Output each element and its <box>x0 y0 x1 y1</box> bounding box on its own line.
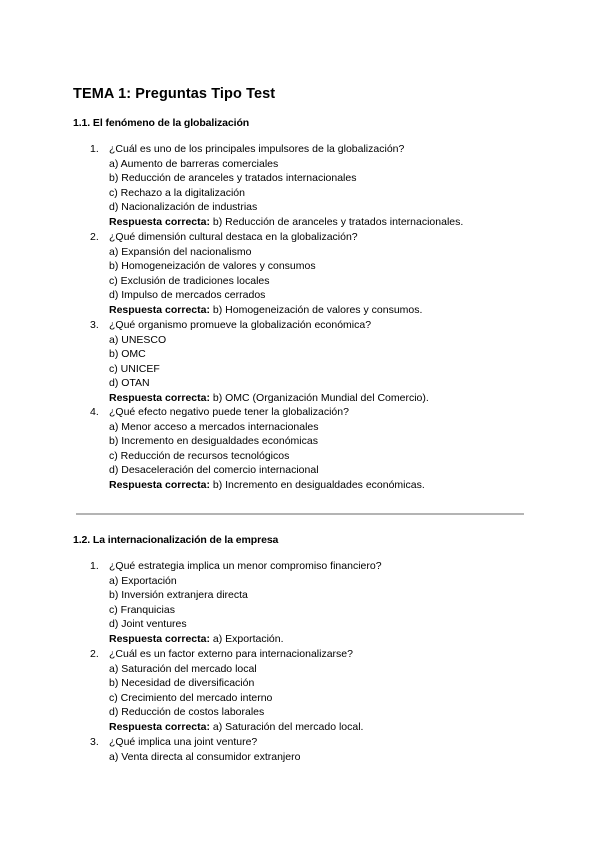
option: d) Joint ventures <box>109 618 187 631</box>
page-title: TEMA 1: Preguntas Tipo Test <box>73 86 276 102</box>
option: a) Venta directa al consumidor extranjero <box>109 750 301 763</box>
question-number: 1. <box>90 560 99 572</box>
option: a) Menor acceso a mercados internacionales <box>109 420 319 433</box>
option: b) OMC <box>109 348 146 361</box>
question-item <box>73 735 543 764</box>
option: c) Reducción de recursos tecnológicos <box>109 449 290 462</box>
question-text: ¿Cuál es un factor externo para internacionalizarse? <box>109 648 353 660</box>
section-heading: 1.1. El fenómeno de la globalización <box>73 117 250 129</box>
answer-text: a) Exportación. <box>212 632 284 645</box>
correct-answer <box>73 478 543 493</box>
option: c) Rechazo a la digitalización <box>109 186 245 199</box>
question-text: ¿Qué efecto negativo puede tener la globalización? <box>109 406 349 418</box>
answer-text: b) Reducción de aranceles y tratados internacionales. <box>212 215 464 228</box>
correct-answer <box>73 720 543 735</box>
section-divider <box>76 513 524 515</box>
answer-label: Respuesta correcta: <box>109 303 210 316</box>
option: d) Reducción de costos laborales <box>109 706 265 719</box>
correct-answer <box>73 391 543 406</box>
question-text: ¿Qué dimensión cultural destaca en la globalización? <box>109 231 358 243</box>
option: b) Reducción de aranceles y tratados internacionales <box>109 172 357 185</box>
option: b) Necesidad de diversificación <box>109 677 255 690</box>
question-item <box>73 559 543 647</box>
question-number: 4. <box>90 406 99 418</box>
question-item <box>73 142 543 230</box>
option: d) OTAN <box>109 377 150 390</box>
option: c) UNICEF <box>109 362 160 375</box>
answer-label: Respuesta correcta: <box>109 720 210 733</box>
correct-answer <box>73 215 543 230</box>
option: a) Expansión del nacionalismo <box>109 245 252 258</box>
question-item <box>73 647 543 735</box>
option: d) Desaceleración del comercio internacional <box>109 464 319 477</box>
question-item <box>73 318 543 406</box>
answer-text: a) Saturación del mercado local. <box>212 720 364 733</box>
answer-text: b) OMC (Organización Mundial del Comercio). <box>212 391 429 404</box>
correct-answer <box>73 632 543 647</box>
option: b) Homogeneización de valores y consumos <box>109 260 316 273</box>
question-item <box>73 230 543 318</box>
answer-label: Respuesta correcta: <box>109 478 210 491</box>
question-text: ¿Qué implica una joint venture? <box>109 736 258 748</box>
option: a) Exportación <box>109 574 177 587</box>
option: a) Saturación del mercado local <box>109 662 257 675</box>
question-number: 3. <box>90 736 99 748</box>
question-number: 3. <box>90 319 99 331</box>
option: a) UNESCO <box>109 333 167 346</box>
question-number: 2. <box>90 648 99 660</box>
option: b) Inversión extranjera directa <box>109 589 248 602</box>
question-text: ¿Cuál es uno de los principales impulsores de la globalización? <box>109 143 405 155</box>
option: c) Franquicias <box>109 603 175 616</box>
option: d) Nacionalización de industrias <box>109 201 258 214</box>
answer-label: Respuesta correcta: <box>109 391 210 404</box>
question-number: 2. <box>90 231 99 243</box>
option: b) Incremento en desigualdades económicas <box>109 435 318 448</box>
option: c) Crecimiento del mercado interno <box>109 691 273 704</box>
option: a) Aumento de barreras comerciales <box>109 157 279 170</box>
answer-text: b) Homogeneización de valores y consumos. <box>212 303 423 316</box>
answer-label: Respuesta correcta: <box>109 632 210 645</box>
option: c) Exclusión de tradiciones locales <box>109 274 270 287</box>
answer-label: Respuesta correcta: <box>109 215 210 228</box>
option: d) Impulso de mercados cerrados <box>109 289 266 302</box>
question-number: 1. <box>90 143 99 155</box>
question-item <box>73 405 543 493</box>
answer-text: b) Incremento en desigualdades económicas. <box>212 478 425 491</box>
question-text: ¿Qué estrategia implica un menor compromiso financiero? <box>109 560 382 572</box>
question-text: ¿Qué organismo promueve la globalización económica? <box>109 319 372 331</box>
section-heading: 1.2. La internacionalización de la empresa <box>73 534 279 546</box>
correct-answer <box>73 303 543 318</box>
